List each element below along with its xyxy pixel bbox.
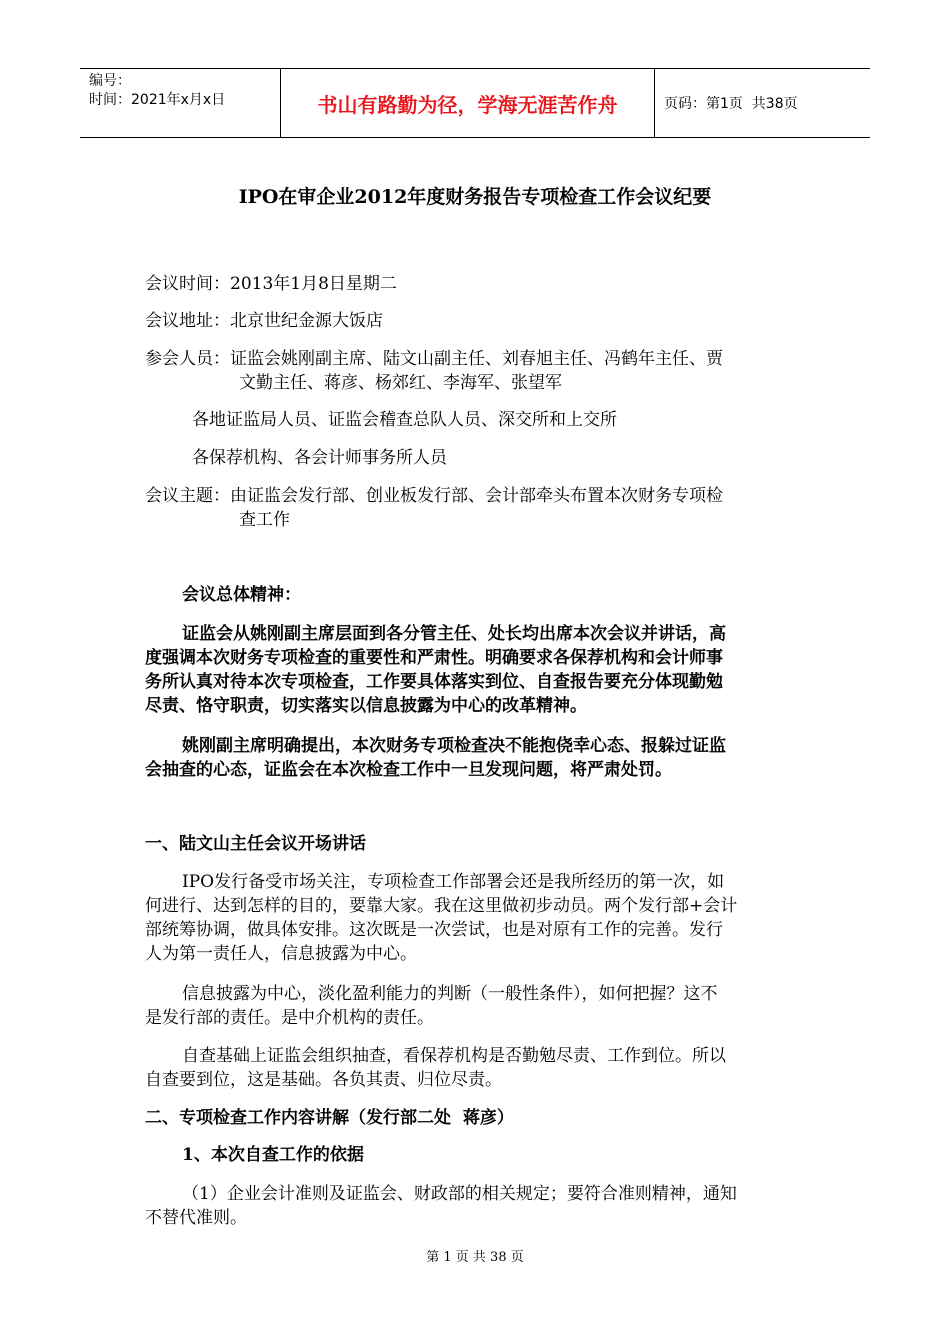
- meeting-theme-line-2: 查工作: [239, 510, 290, 530]
- spirit-heading: 会议总体精神：: [182, 585, 301, 605]
- text-line: 自查要到位，这是基础。各负其责、归位尽责。: [145, 1070, 502, 1090]
- text-line: 不替代准则。: [145, 1208, 247, 1228]
- meeting-time: 会议时间：2013年1月8日星期二: [145, 274, 397, 294]
- text-line: 部统筹协调，做具体安排。这次既是一次尝试，也是对原有工作的完善。发行: [145, 920, 723, 940]
- header-motto: 书山有路勤为径，学海无涯苦作舟: [281, 69, 655, 137]
- text-line: 会抽查的心态，证监会在本次检查工作中一旦发现问题，将严肃处罚。: [145, 760, 672, 780]
- header-page-info: 页码：第1页 共38页: [664, 96, 798, 112]
- text-line: 自查基础上证监会组织抽查，看保荐机构是否勤勉尽责、工作到位。所以: [182, 1046, 726, 1066]
- attendees-line-2: 文勤主任、蒋彦、杨郊红、李海军、张望军: [239, 373, 562, 393]
- text-line: 是发行部的责任。是中介机构的责任。: [145, 1008, 434, 1028]
- text-line: 证监会从姚刚副主席层面到各分管主任、处长均出席本次会议并讲话，高: [182, 624, 726, 644]
- attendees-line-3: 各地证监局人员、证监会稽查总队人员、深交所和上交所: [192, 410, 617, 430]
- section-1-heading: 一、陆文山主任会议开场讲话: [145, 834, 366, 854]
- document-title: IPO在审企业2012年度财务报告专项检查工作会议纪要: [238, 186, 712, 208]
- section-2-heading: 二、专项检查工作内容讲解（发行部二处 蒋彦）: [145, 1108, 514, 1128]
- section-1-paragraph-3: [145, 1044, 726, 1092]
- spirit-paragraph-2: [145, 734, 726, 782]
- header-number-label: 编号：: [89, 73, 131, 89]
- section-2-paragraph-1: [145, 1182, 737, 1230]
- attendees-line-1: 参会人员：证监会姚刚副主席、陆文山副主任、刘春旭主任、冯鹤年主任、贾: [145, 349, 723, 369]
- section-2-subheading: 1、本次自查工作的依据: [182, 1145, 364, 1165]
- meeting-theme-line-1: 会议主题：由证监会发行部、创业板发行部、会计部牵头布置本次财务专项检: [145, 486, 723, 506]
- text-line: 何进行、达到怎样的目的，要靠大家。我在这里做初步动员。两个发行部+会计: [145, 896, 738, 916]
- text-line: 度强调本次财务专项检查的重要性和严肃性。明确要求各保荐机构和会计师事: [145, 648, 723, 668]
- text-line: IPO发行备受市场关注，专项检查工作部署会还是我所经历的第一次，如: [182, 872, 725, 892]
- text-line: （1）企业会计准则及证监会、财政部的相关规定；要符合准则精神，通知: [182, 1184, 737, 1204]
- text-line: 姚刚副主席明确提出，本次财务专项检查决不能抱侥幸心态、报躲过证监: [182, 736, 726, 756]
- text-line: 务所认真对待本次专项检查，工作要具体落实到位、自查报告要充分体现勤勉: [145, 672, 723, 692]
- spirit-paragraph-1: [145, 622, 726, 718]
- meeting-place: 会议地址：北京世纪金源大饭店: [145, 311, 383, 331]
- attendees-line-4: 各保荐机构、各会计师事务所人员: [192, 448, 447, 468]
- text-line: 尽责、恪守职责，切实落实以信息披露为中心的改革精神。: [145, 696, 587, 716]
- page-header: [80, 68, 870, 138]
- page-footer: 第 1 页 共 38 页: [426, 1250, 524, 1265]
- section-1-paragraph-2: [145, 982, 718, 1030]
- section-1-paragraph-1: [145, 870, 737, 966]
- text-line: 人为第一责任人，信息披露为中心。: [145, 944, 417, 964]
- text-line: 信息披露为中心，淡化盈利能力的判断（一般性条件），如何把握？这不: [182, 984, 718, 1004]
- header-left-cell: [80, 69, 281, 137]
- header-date: 时间：2021年x月x日: [89, 92, 226, 108]
